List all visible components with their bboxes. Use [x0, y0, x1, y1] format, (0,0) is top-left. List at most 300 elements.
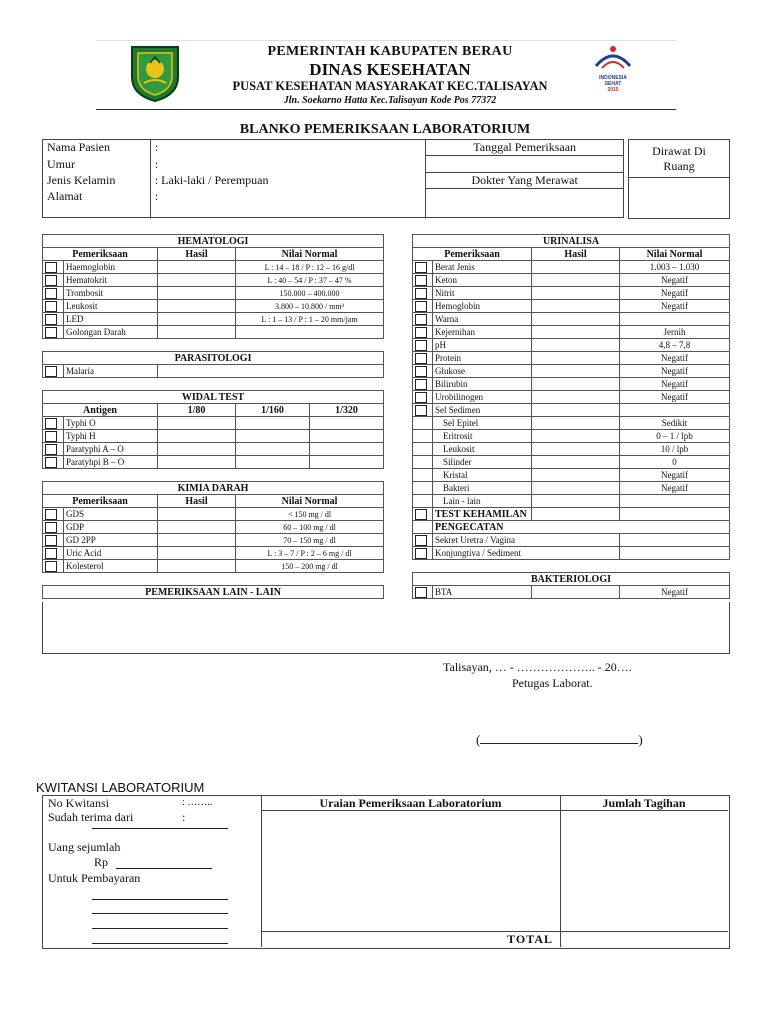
normal-value: < 150 mg / dl [236, 508, 384, 521]
result-field[interactable] [532, 287, 620, 300]
test-name: Trombosit [64, 287, 158, 300]
test-name: Sel Sedimen [433, 404, 532, 417]
table-row [413, 391, 730, 404]
checkbox-cell [43, 365, 64, 378]
result-field[interactable] [532, 391, 620, 404]
result-field[interactable] [236, 456, 310, 469]
checkbox[interactable] [415, 509, 427, 520]
normal-value: Negatif [620, 378, 730, 391]
checkbox-cell [43, 560, 64, 573]
result-field[interactable] [310, 456, 384, 469]
normal-value: 3.800 – 10.800 / mm³ [236, 300, 384, 313]
kwitansi-no-label: No Kwitansi [48, 796, 109, 810]
table-row [413, 261, 730, 274]
colon: : [182, 810, 186, 824]
umur-field[interactable] [150, 156, 425, 173]
section-lain-lain: PEMERIKSAAN LAIN - LAIN [43, 586, 384, 599]
test-name: Lain - lain [433, 495, 532, 508]
table-row [43, 261, 384, 274]
checkbox[interactable] [415, 548, 427, 559]
checkbox[interactable] [45, 418, 57, 429]
dokter-field[interactable] [426, 189, 624, 218]
test-name: Warna [433, 313, 532, 326]
jk-value[interactable]: : Laki-laki / Perempuan [150, 173, 425, 189]
col-1-160: 1/160 [236, 404, 310, 417]
table-row [413, 339, 730, 352]
result-field[interactable] [532, 300, 620, 313]
test-name: Bilirubin [433, 378, 532, 391]
normal-value [620, 495, 730, 508]
table-row [413, 417, 730, 430]
result-field[interactable] [310, 430, 384, 443]
normal-value: Jernih [620, 326, 730, 339]
result-field[interactable] [532, 326, 620, 339]
checkbox-cell [43, 547, 64, 560]
table-row [413, 287, 730, 300]
checkbox-cell [43, 443, 64, 456]
section-row [413, 573, 730, 586]
checkbox[interactable] [415, 353, 427, 364]
checkbox-cell [413, 339, 433, 352]
antigen-name: Paratyphi A – O [64, 443, 158, 456]
checkbox-cell [413, 287, 433, 300]
pembayaran-line-1[interactable] [92, 899, 228, 900]
result-field[interactable] [158, 287, 236, 300]
checkbox[interactable] [415, 405, 427, 416]
result-field[interactable] [236, 443, 310, 456]
result-field[interactable] [532, 482, 620, 495]
checkbox[interactable] [45, 275, 57, 286]
table-row [413, 365, 730, 378]
test-name: Bakteri [433, 482, 532, 495]
result-field[interactable] [532, 430, 620, 443]
normal-value: 150.000 – 400.000 [236, 287, 384, 300]
result-field[interactable] [532, 378, 620, 391]
checkbox-cell [413, 274, 433, 287]
section-row [413, 235, 730, 248]
checkbox[interactable] [45, 522, 57, 533]
result-field[interactable] [532, 274, 620, 287]
result-field[interactable] [532, 469, 620, 482]
uraian-header: Uraian Pemeriksaan Laboratorium [319, 796, 502, 810]
jumlah-field[interactable] [560, 811, 728, 931]
section-row [43, 482, 384, 495]
normal-value: Sedikit [620, 417, 730, 430]
checkbox-cell [43, 326, 64, 339]
result-field[interactable] [532, 586, 620, 599]
checkbox[interactable] [45, 548, 57, 559]
test-name: Sekret Uretra / Vagina [433, 534, 620, 547]
rp-label: Rp [94, 855, 109, 869]
checkbox-cell [413, 261, 433, 274]
table-row [413, 495, 730, 508]
normal-value: 150 – 200 mg / dl [236, 560, 384, 573]
normal-value: Negatif [620, 287, 730, 300]
checkbox-cell [43, 521, 64, 534]
normal-value [620, 404, 730, 417]
label-dokter: Dokter Yang Merawat [426, 173, 624, 189]
checkbox[interactable] [415, 379, 427, 390]
checkbox-cell [43, 417, 64, 430]
section-row [43, 352, 384, 365]
total-label: TOTAL [507, 932, 553, 946]
table-row [43, 313, 384, 326]
checkbox-cell [43, 274, 64, 287]
normal-value: 4,8 – 7,8 [620, 339, 730, 352]
result-field[interactable] [532, 365, 620, 378]
signature-place-date: Talisayan, … - ……………….. - 20…. [443, 660, 632, 674]
normal-value: Negatif [620, 586, 730, 599]
checkbox[interactable] [45, 314, 57, 325]
test-name: Kristal [433, 469, 532, 482]
checkbox[interactable] [45, 327, 57, 338]
result-field[interactable] [158, 326, 236, 339]
blank-cell [413, 443, 433, 456]
normal-value: Negatif [620, 469, 730, 482]
table-row [43, 456, 384, 469]
col-nilai-normal: Nilai Normal [236, 495, 384, 508]
normal-value: Negatif [620, 274, 730, 287]
result-field[interactable] [158, 456, 236, 469]
result-field[interactable] [158, 547, 236, 560]
result-field[interactable] [158, 261, 236, 274]
test-name: Kolesterol [64, 560, 158, 573]
checkbox[interactable] [415, 587, 427, 598]
test-name: Kejernihan [433, 326, 532, 339]
colon: : [154, 156, 159, 171]
ruang-field[interactable] [629, 178, 729, 217]
table-row [413, 443, 730, 456]
result-field[interactable] [158, 508, 236, 521]
spacer-row [413, 560, 730, 573]
signature-close-paren: ) [638, 732, 643, 747]
section-kimia: KIMIA DARAH [43, 482, 384, 495]
section-urinalisa: URINALISA [413, 235, 730, 248]
checkbox[interactable] [415, 301, 427, 312]
test-name: Konjungtiva / Sediment [433, 547, 620, 560]
table-row [43, 443, 384, 456]
result-field[interactable] [158, 274, 236, 287]
result-field[interactable] [620, 508, 730, 521]
patient-info-table [42, 139, 624, 218]
checkbox-cell [43, 300, 64, 313]
header-line-2: DINAS KESEHATAN [309, 60, 471, 79]
checkbox[interactable] [415, 535, 427, 546]
checkbox[interactable] [415, 275, 427, 286]
normal-value: 70 – 150 mg / dl [236, 534, 384, 547]
checkbox[interactable] [45, 301, 57, 312]
test-name: Hemoglobin [433, 300, 532, 313]
blank-cell [413, 482, 433, 495]
result-field[interactable] [532, 417, 620, 430]
label-dirawat: Dirawat Di Ruang [629, 140, 729, 178]
kwitansi-title: KWITANSI LABORATORIUM [36, 780, 205, 795]
test-name: Malaria [64, 365, 158, 378]
col-pemeriksaan: Pemeriksaan [43, 248, 158, 261]
checkbox-cell [413, 586, 433, 599]
test-name: Uric Acid [64, 547, 158, 560]
normal-value: Negatif [620, 352, 730, 365]
uraian-field[interactable] [261, 811, 560, 931]
antigen-name: Typhi H [64, 430, 158, 443]
table-row [43, 560, 384, 573]
checkbox-cell [413, 365, 433, 378]
normal-value [620, 313, 730, 326]
total-field[interactable] [560, 932, 728, 946]
indonesia-sehat-logo [588, 44, 638, 94]
table-row [413, 508, 730, 521]
checkbox[interactable] [45, 535, 57, 546]
checkbox[interactable] [45, 561, 57, 572]
spacer [43, 378, 384, 391]
checkbox[interactable] [45, 431, 57, 442]
test-name: Keton [433, 274, 532, 287]
result-field[interactable] [158, 534, 236, 547]
col-hasil: Hasil [158, 495, 236, 508]
result-field[interactable] [532, 443, 620, 456]
table-row [413, 547, 730, 560]
checkbox[interactable] [45, 366, 57, 377]
table-row [413, 326, 730, 339]
checkbox[interactable] [415, 366, 427, 377]
alamat-field[interactable] [150, 189, 425, 218]
checkbox[interactable] [45, 509, 57, 520]
section-hematologi: HEMATOLOGI [43, 235, 384, 248]
section-pengecatan: PENGECATAN [433, 521, 730, 534]
header-address: Jln. Soekarno Hatta Kec.Talisayan Kode Pos 77372 [283, 95, 497, 106]
pembayaran-line-2[interactable] [92, 913, 228, 914]
checkbox[interactable] [45, 457, 57, 468]
table-row [413, 521, 730, 534]
nama-field[interactable] [150, 140, 425, 156]
indonesia-sehat-text-3: 2015 [607, 87, 619, 93]
checkbox-cell [413, 352, 433, 365]
normal-value: Negatif [620, 365, 730, 378]
form-title: BLANKO PEMERIKSAAN LABORATORIUM [239, 122, 531, 137]
table-row [43, 417, 384, 430]
table-row [43, 508, 384, 521]
result-field[interactable] [310, 417, 384, 430]
checkbox[interactable] [415, 262, 427, 273]
blank-cell [413, 521, 433, 534]
blank-cell [413, 456, 433, 469]
result-field[interactable] [158, 365, 384, 378]
tanggal-field[interactable] [426, 156, 624, 173]
test-name: Protein [433, 352, 532, 365]
test-name: GDS [64, 508, 158, 521]
normal-value: Negatif [620, 482, 730, 495]
header-row [43, 248, 384, 261]
test-name: Leukosit [433, 443, 532, 456]
normal-value: 1.003 – 1.030 [620, 261, 730, 274]
checkbox[interactable] [45, 262, 57, 273]
checkbox-cell [413, 508, 433, 521]
test-name: Berat Jenis [433, 261, 532, 274]
checkbox[interactable] [415, 392, 427, 403]
section-parasitologi: PARASITOLOGI [43, 352, 384, 365]
result-field[interactable] [158, 430, 236, 443]
header-line-1: PEMERINTAH KABUPATEN BERAU [267, 44, 513, 59]
checkbox-cell [413, 547, 433, 560]
result-field[interactable] [158, 417, 236, 430]
result-field[interactable] [158, 443, 236, 456]
test-name: Nitrit [433, 287, 532, 300]
result-field[interactable] [158, 313, 236, 326]
jumlah-header: Jumlah Tagihan [602, 796, 686, 810]
test-name: Hematokrit [64, 274, 158, 287]
table-row [43, 547, 384, 560]
test-name: Haemoglobin [64, 261, 158, 274]
checkbox-cell [413, 404, 433, 417]
table-row [43, 521, 384, 534]
checkbox-cell [43, 287, 64, 300]
table-row [413, 274, 730, 287]
test-name: Sel Epitel [433, 417, 532, 430]
normal-value: 60 – 100 mg / dl [236, 521, 384, 534]
section-row [43, 391, 384, 404]
normal-value: Negatif [620, 391, 730, 404]
label-tanggal: Tanggal Pemeriksaan [426, 140, 624, 156]
result-field[interactable] [236, 417, 310, 430]
checkbox-cell [413, 378, 433, 391]
checkbox-cell [43, 261, 64, 274]
checkbox-cell [413, 300, 433, 313]
col-1-80: 1/80 [158, 404, 236, 417]
result-field[interactable] [532, 508, 620, 521]
result-field[interactable] [532, 404, 620, 417]
col-hasil: Hasil [158, 248, 236, 261]
blank-cell [413, 495, 433, 508]
table-row [413, 534, 730, 547]
spacer-row [43, 339, 384, 352]
test-name: BTA [433, 586, 532, 599]
checkbox-cell [43, 313, 64, 326]
label-alamat: Alamat [43, 189, 151, 218]
col-pemeriksaan: Pemeriksaan [43, 495, 158, 508]
table-row [413, 586, 730, 599]
test-name: Eritrosit [433, 430, 532, 443]
colon: : [154, 188, 159, 203]
section-widal: WIDAL TEST [43, 391, 384, 404]
col-nilai-normal: Nilai Normal [620, 248, 730, 261]
header-row [413, 248, 730, 261]
checkbox[interactable] [45, 288, 57, 299]
result-field[interactable] [158, 560, 236, 573]
uang-sejumlah-label: Uang sejumlah [48, 840, 121, 854]
kwitansi-no-value[interactable]: : …….. [182, 797, 213, 808]
section-row [43, 586, 384, 599]
checkbox-cell [413, 391, 433, 404]
table-row [413, 456, 730, 469]
checkbox-cell [43, 508, 64, 521]
header-row [43, 495, 384, 508]
checkbox-cell [413, 326, 433, 339]
result-field[interactable] [158, 300, 236, 313]
checkbox[interactable] [415, 288, 427, 299]
spacer-row [43, 469, 384, 482]
col-pemeriksaan: Pemeriksaan [413, 248, 532, 261]
test-name: LED [64, 313, 158, 326]
col-nilai-normal: Nilai Normal [236, 248, 384, 261]
pembayaran-line-4[interactable] [92, 943, 228, 944]
table-row [413, 482, 730, 495]
blank-cell [413, 417, 433, 430]
label-jk: Jenis Kelamin [43, 173, 151, 189]
signature-open-paren: ( [476, 732, 481, 747]
test-name: Leukosit [64, 300, 158, 313]
spacer [413, 560, 730, 573]
test-name: GD 2PP [64, 534, 158, 547]
table-row [413, 469, 730, 482]
col-antigen: Antigen [43, 404, 158, 417]
table-row [413, 352, 730, 365]
pembayaran-line-3[interactable] [92, 928, 228, 929]
table-row [43, 300, 384, 313]
dirawat-box [628, 139, 730, 219]
result-field[interactable] [310, 443, 384, 456]
test-name: Glukose [433, 365, 532, 378]
section-bakteriologi: BAKTERIOLOGI [413, 573, 730, 586]
table-row [413, 313, 730, 326]
checkbox[interactable] [415, 314, 427, 325]
table-row [413, 378, 730, 391]
table-row [43, 365, 384, 378]
result-field[interactable] [532, 495, 620, 508]
lain-lain-notes-area[interactable] [42, 602, 730, 654]
normal-value: 10 / lpb [620, 443, 730, 456]
indonesia-sehat-text-2: SEHAT [604, 81, 622, 87]
signature-line[interactable] [476, 732, 643, 748]
result-field[interactable] [158, 521, 236, 534]
table-row [413, 300, 730, 313]
sudah-terima-line[interactable] [92, 828, 228, 829]
spacer [43, 469, 384, 482]
signature-role: Petugas Laborat. [512, 676, 593, 690]
checkbox[interactable] [45, 444, 57, 455]
normal-value: 0 – 1 / lpb [620, 430, 730, 443]
result-field[interactable] [532, 313, 620, 326]
rp-line[interactable] [116, 868, 212, 869]
spacer-row [43, 573, 384, 586]
result-field[interactable] [532, 261, 620, 274]
checkbox[interactable] [415, 340, 427, 351]
result-field[interactable] [236, 430, 310, 443]
berau-regency-emblem-icon [128, 43, 182, 103]
result-field[interactable] [532, 339, 620, 352]
right-lab-table [412, 234, 730, 599]
test-name: pH [433, 339, 532, 352]
normal-value [236, 326, 384, 339]
checkbox[interactable] [415, 327, 427, 338]
result-field[interactable] [620, 547, 730, 560]
normal-value: 0 [620, 456, 730, 469]
checkbox-cell [43, 534, 64, 547]
result-field[interactable] [532, 456, 620, 469]
checkbox-cell [43, 430, 64, 443]
normal-value: L : 40 – 54 / P : 37 – 47 % [236, 274, 384, 287]
antigen-name: Paratyhpi B – O [64, 456, 158, 469]
spacer [43, 573, 384, 586]
colon: : [154, 140, 159, 155]
normal-value: L : 1 – 13 / P : 1 – 20 mm/jam [236, 313, 384, 326]
untuk-pembayaran-label: Untuk Pembayaran [48, 871, 141, 885]
normal-value: L : 14 – 18 / P : 12 – 16 g/dl [236, 261, 384, 274]
result-field[interactable] [532, 352, 620, 365]
result-field[interactable] [620, 534, 730, 547]
test-name: Urobilinogen [433, 391, 532, 404]
checkbox-cell [43, 456, 64, 469]
test-name: GDP [64, 521, 158, 534]
